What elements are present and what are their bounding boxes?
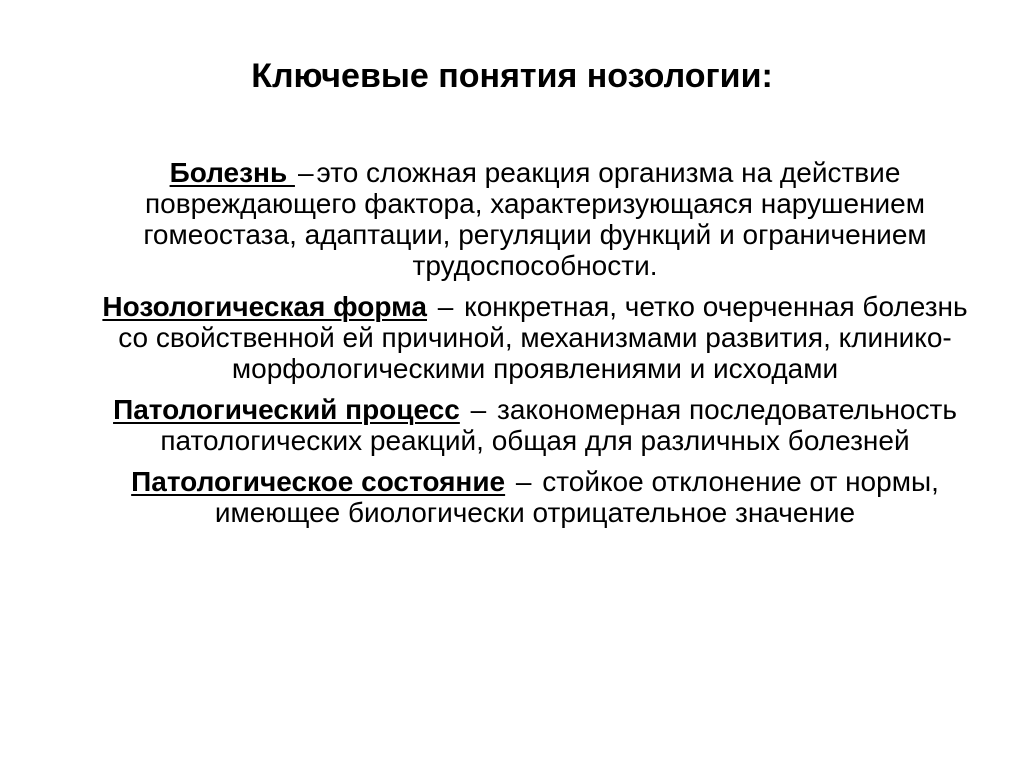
definition-text: это сложная реакция организма на действие повреждающего фактора, характеризующаяся нарушением гомеостаза, адаптации, регуляции функций и ограничением трудоспособности. xyxy=(143,157,927,281)
definition-text: закономерная последовательность патологических реакций, общая для различных болезней xyxy=(160,394,957,456)
definition-dash: – xyxy=(437,291,454,322)
definition-disease xyxy=(90,157,980,281)
definition-term: Патологическое состояние xyxy=(131,466,506,497)
definition-dash: – xyxy=(515,466,532,497)
definition-term: Нозологическая форма xyxy=(102,291,427,322)
definition-term: Болезнь xyxy=(169,157,295,188)
definition-dash: – xyxy=(470,394,487,425)
definition-text: конкретная, четко очерченная болезнь со свойственной ей причиной, механизмами развития, клинико-морфологическими проявлениями и исходами xyxy=(118,291,968,384)
definition-term: Патологический процесс xyxy=(113,394,460,425)
definition-pathological-state xyxy=(90,466,980,528)
definition-text: стойкое отклонение от нормы, имеющее биологически отрицательное значение xyxy=(214,466,939,528)
definitions-list xyxy=(90,157,980,538)
definition-dash: – xyxy=(297,157,314,188)
slide-title: Ключевые понятия нозологии: xyxy=(251,57,773,95)
definition-pathological-process xyxy=(90,394,980,456)
definition-nosological-form xyxy=(90,291,980,384)
